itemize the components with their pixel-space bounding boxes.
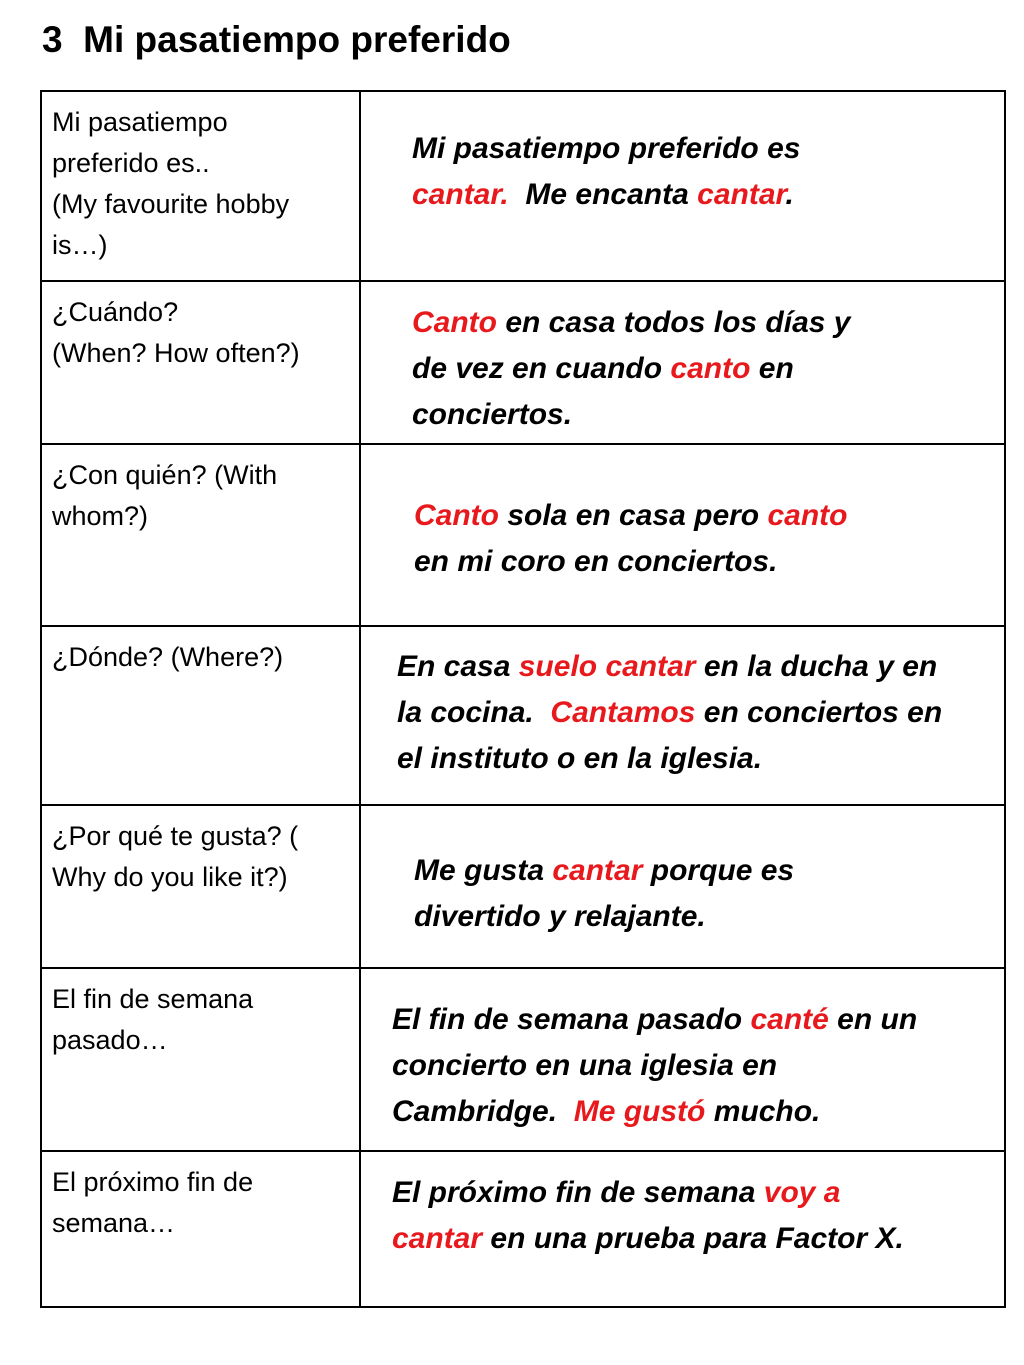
- prompt-line: preferido es..: [52, 148, 210, 178]
- highlighted-verb: Canto: [412, 306, 497, 339]
- answer-line: [412, 126, 1012, 172]
- prompt-cell: [52, 979, 347, 1061]
- table-row: [42, 806, 1004, 969]
- answer-text: sola en casa pero: [499, 499, 768, 532]
- answer-text: en un: [828, 1003, 918, 1036]
- answer-cell: [414, 493, 1014, 585]
- prompt-line: Mi pasatiempo: [52, 107, 228, 137]
- answer-cell: [392, 997, 992, 1135]
- table-row: [42, 282, 1004, 445]
- highlighted-verb: suelo cantar: [518, 650, 696, 683]
- column-divider: [359, 1152, 361, 1306]
- answer-text: Me gusta: [414, 854, 553, 887]
- prompt-line: (My favourite hobby: [52, 189, 290, 219]
- highlighted-verb: cantar: [392, 1222, 483, 1255]
- answer-cell: [412, 300, 1012, 438]
- answer-text: El fin de semana pasado: [392, 1003, 751, 1036]
- answer-text: concierto en una iglesia en: [392, 1049, 778, 1082]
- answer-text: el instituto o en la iglesia.: [397, 742, 763, 775]
- answer-text: .: [785, 178, 794, 211]
- prompt-cell: [52, 455, 347, 537]
- answer-text: conciertos.: [412, 398, 573, 431]
- highlighted-verb: Cantamos: [550, 696, 696, 729]
- prompt-cell: [52, 1162, 347, 1244]
- highlighted-verb: cantar: [552, 854, 643, 887]
- answer-line: [412, 346, 1012, 392]
- answer-text: en conciertos en: [695, 696, 943, 729]
- answer-text: en la ducha y en: [695, 650, 938, 683]
- column-divider: [359, 282, 361, 443]
- answer-line: [414, 493, 1014, 539]
- table-row: [42, 969, 1004, 1152]
- answer-cell: [414, 848, 1014, 940]
- answer-text: en: [750, 352, 794, 385]
- highlighted-verb: cantar.: [412, 178, 509, 211]
- page-title: 3 Mi pasatiempo preferido: [42, 19, 511, 60]
- answer-line: [392, 1216, 992, 1262]
- answer-line: [397, 690, 997, 736]
- prompt-line: ¿Con quién? (With: [52, 460, 278, 490]
- answer-cell: [392, 1170, 992, 1262]
- answer-text: en mi coro en conciertos.: [414, 545, 778, 578]
- table-row: [42, 627, 1004, 806]
- prompt-cell: [52, 816, 347, 898]
- prompt-line: whom?): [52, 501, 149, 531]
- answer-text: de vez en cuando: [412, 352, 671, 385]
- answer-line: [397, 644, 997, 690]
- answer-cell: [397, 644, 997, 782]
- answer-text: Cambridge.: [392, 1095, 574, 1128]
- answer-line: [392, 1043, 992, 1089]
- answer-line: [392, 1170, 992, 1216]
- answer-line: [414, 539, 1014, 585]
- answer-cell: [412, 126, 1012, 218]
- prompt-line: Why do you like it?): [52, 862, 288, 892]
- answer-text: Mi pasatiempo preferido es: [412, 132, 801, 165]
- answer-line: [412, 172, 1012, 218]
- answer-text: la cocina.: [397, 696, 551, 729]
- answer-line: [397, 736, 997, 782]
- prompt-cell: [52, 292, 347, 374]
- prompt-line: (When? How often?): [52, 338, 300, 368]
- answer-text: El próximo fin de semana: [392, 1176, 764, 1209]
- answer-line: [412, 300, 1012, 346]
- highlighted-verb: cantar: [697, 178, 786, 211]
- prompt-line: El fin de semana: [52, 984, 254, 1014]
- table-row: [42, 92, 1004, 282]
- answer-line: [414, 848, 1014, 894]
- highlighted-verb: canto: [670, 352, 751, 385]
- prompt-line: semana…: [52, 1208, 176, 1238]
- prompt-line: ¿Cuándo?: [52, 297, 179, 327]
- column-divider: [359, 806, 361, 967]
- answer-line: [412, 392, 1012, 438]
- highlighted-verb: voy a: [763, 1176, 841, 1209]
- highlighted-verb: canto: [767, 499, 848, 532]
- answer-text: divertido y relajante.: [414, 900, 706, 933]
- answer-text: en una prueba para Factor X.: [482, 1222, 904, 1255]
- prompt-line: El próximo fin de: [52, 1167, 254, 1197]
- answer-text: porque es: [642, 854, 795, 887]
- prompt-line: ¿Por qué te gusta? (: [52, 821, 299, 851]
- answer-line: [392, 1089, 992, 1135]
- answer-text: mucho.: [705, 1095, 821, 1128]
- prompt-line: ¿Dónde? (Where?): [52, 642, 284, 672]
- column-divider: [359, 92, 361, 280]
- prompt-line: is…): [52, 230, 108, 260]
- answer-line: [414, 894, 1014, 940]
- column-divider: [359, 627, 361, 804]
- table-row: [42, 445, 1004, 627]
- answer-text: Me encanta: [508, 178, 698, 211]
- hobby-table: [40, 90, 1006, 1308]
- prompt-cell: [52, 637, 347, 678]
- column-divider: [359, 969, 361, 1150]
- answer-line: [392, 997, 992, 1043]
- prompt-line: pasado…: [52, 1025, 168, 1055]
- highlighted-verb: Me gustó: [573, 1095, 706, 1128]
- highlighted-verb: canté: [750, 1003, 829, 1036]
- answer-text: en casa todos los días y: [497, 306, 851, 339]
- column-divider: [359, 445, 361, 625]
- answer-text: En casa: [397, 650, 519, 683]
- table-row: [42, 1152, 1004, 1306]
- highlighted-verb: Canto: [414, 499, 499, 532]
- prompt-cell: [52, 102, 347, 266]
